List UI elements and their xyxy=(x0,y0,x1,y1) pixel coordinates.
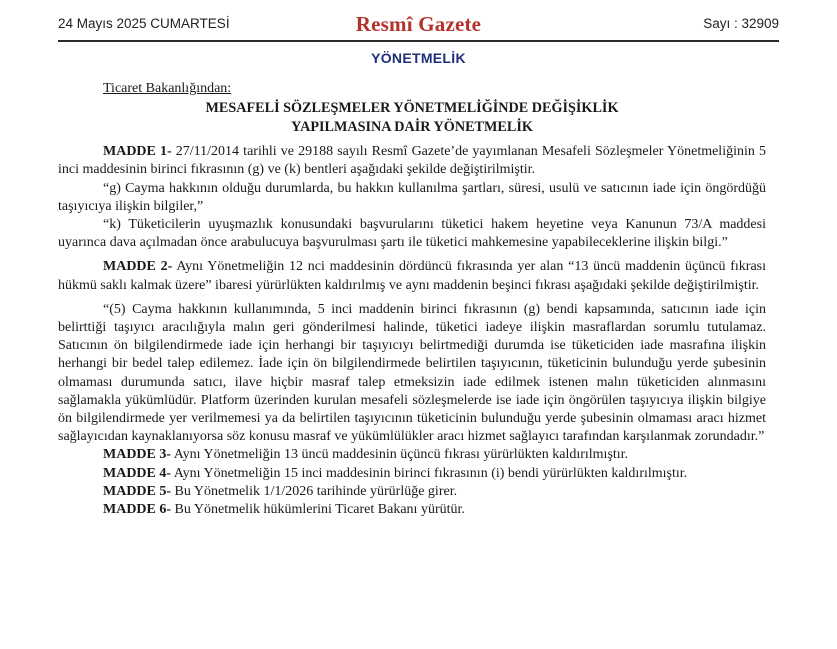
gazette-title: Resmî Gazete xyxy=(355,12,482,36)
quoted-paragraph-5: “(5) Cayma hakkının kullanımında, 5 inci maddenin birinci fıkrasının (g) bendi kapsamında, satıcının iade için belirttiği taşıyıcı aracılığıyla malın geri gönderilmesi halinde, tüketici iadeye ilişkin masraflardan sorumlu tutulamaz. Satıcının ön bilgilendirmede iade için herhangi bir taşıyıcıyı belirtmediği durumda ise tüketiciden iade masrafına ilişkin herhangi bir bedel talep edilemez. İade için ön bilgilendirmede belirtilen taşıyıcının, tüketicinin bulunduğu yerde şubesinin olmaması durumunda satıcı, ilave hiçbir masraf talep etmeksizin iade edilmek istenen malın tüketiciden alınmasını sağlamakla yükümlüdür. Platform üzerinden kurulan mesafeli sözleşmelerde ise iade için öngörülen taşıyıcıya ilişkin bilgiye ön bilgilendirmede yer verilmemesi ya da belirtilen taşıyıcının tüketicinin bulunduğu yerde şubesinin olmaması aracı hizmet sağlayıcıdan kaynaklanıyorsa söz konusu masraf ve yükümlülükler aracı hizmet sağlayıcı tarafından karşılanmak zorundadır.” xyxy=(58,301,766,445)
article-2 xyxy=(58,258,766,294)
article-3 xyxy=(58,446,766,464)
ministry-name: Ticaret Bakanlığından: xyxy=(103,81,232,96)
article-label: MADDE 1- xyxy=(103,144,172,160)
article-text: Bu Yönetmelik 1/1/2026 tarihinde yürürlüğe girer. xyxy=(171,483,458,499)
quoted-clause-g: “g) Cayma hakkının olduğu durumlarda, bu hakkın kullanılma şartları, süresi, usulü ve satıcının iade için öngördüğü taşıyıcıya ilişkin bilgiler,” xyxy=(58,180,766,214)
section-heading: YÖNETMELİK xyxy=(371,50,466,66)
gazette-header xyxy=(58,10,779,38)
article-6 xyxy=(58,501,766,519)
issue-date: 24 Mayıs 2025 CUMARTESİ xyxy=(58,16,230,31)
article-text: Aynı Yönetmeliğin 13 üncü maddesinin üçüncü fıkrası yürürlükten kaldırılmıştır. xyxy=(171,447,629,463)
quoted-clause-k: “k) Tüketicilerin uyuşmazlık konusundaki başvurularını tüketici hakem heyetine veya Kanunun 73/A maddesi uyarınca dava açılmadan önce arabulucuya başvurulması şartı ile tüketici mahkemesine yapabileceklerine ilişkin bilgi.” xyxy=(58,217,766,251)
article-5 xyxy=(58,483,766,501)
article-text: Aynı Yönetmeliğin 12 nci maddesinin dördüncü fıkrasında yer alan “13 üncü maddenin üçüncü fıkrası hükmü saklı kalmak üzere” ibaresi yürürlükten kaldırılmış ve aynı maddenin beşinci fıkrası aşağıdaki şekilde değiştirilmiştir. xyxy=(58,259,767,293)
article-text: Bu Yönetmelik hükümlerini Ticaret Bakanı yürütür. xyxy=(171,502,465,518)
regulation-body xyxy=(58,80,766,519)
article-4 xyxy=(58,465,766,483)
act-title-line-1: MESAFELİ SÖZLEŞMELER YÖNETMELİĞİNDE DEĞİŞİKLİK xyxy=(205,100,619,117)
article-label: MADDE 3- xyxy=(103,447,172,463)
issue-number: Sayı : 32909 xyxy=(703,16,779,31)
act-title-line-2: YAPILMASINA DAİR YÖNETMELİK xyxy=(291,118,533,135)
article-label: MADDE 2- xyxy=(103,259,173,275)
article-1 xyxy=(58,143,766,179)
article-text: Aynı Yönetmeliğin 15 inci maddesinin birinci fıkrasının (i) bendi yürürlükten kaldırılmıştır. xyxy=(171,465,688,481)
article-text: 27/11/2014 tarihli ve 29188 sayılı Resmî Gazete’de yayımlanan Mesafeli Sözleşmeler Yönetmeliğinin 5 inci maddesinin birinci fıkrasının (g) ve (k) bentleri aşağıdaki şekilde değiştirilmiştir. xyxy=(58,144,766,178)
act-title xyxy=(58,99,766,136)
header-divider xyxy=(58,40,779,42)
article-label: MADDE 6- xyxy=(103,502,172,518)
article-label: MADDE 5- xyxy=(103,483,172,499)
article-label: MADDE 4- xyxy=(103,465,172,481)
